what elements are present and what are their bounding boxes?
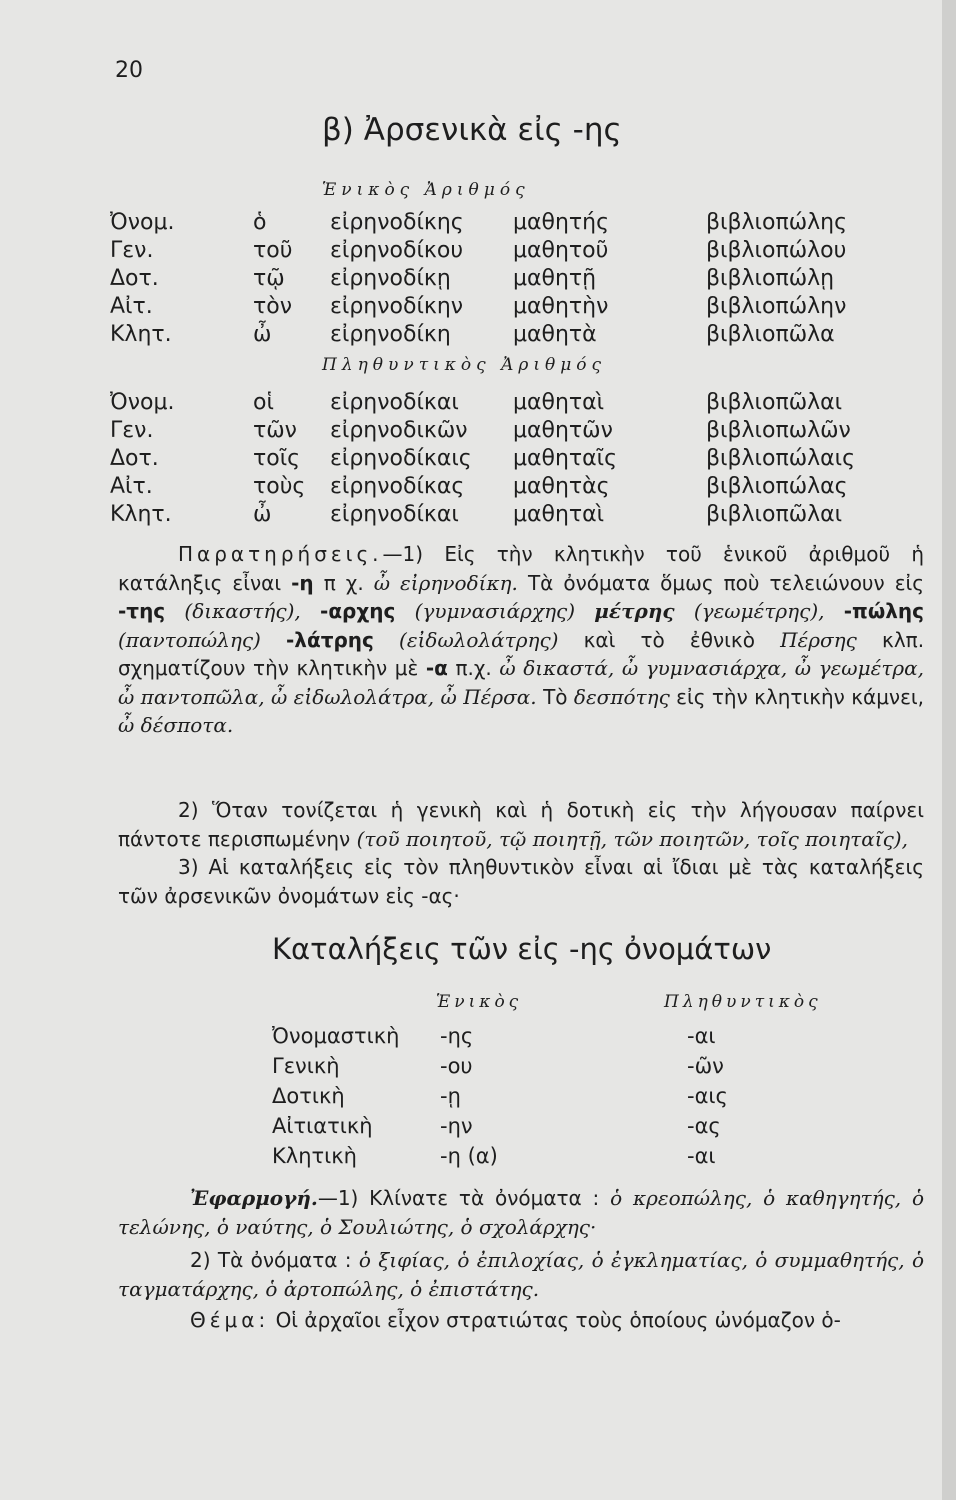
article: ὁ (253, 210, 267, 235)
article: οἱ (253, 390, 274, 415)
article: τοῦ (253, 238, 293, 263)
article: τὸν (253, 294, 292, 319)
article: τῶν (253, 418, 297, 443)
article: τοῖς (253, 446, 301, 471)
word-mathitis: μαθητῶν (513, 418, 613, 443)
endings-plural-heading: Πληθυντικὸς (664, 992, 822, 1012)
plural-ending: -ῶν (687, 1054, 724, 1078)
word-eirinodikis: εἰρηνοδίκας (330, 474, 465, 499)
word-eirinodikis: εἰρηνοδίκου (330, 238, 464, 263)
section-title: β) Ἀρσενικὰ εἰς -ης (322, 112, 622, 148)
word-eirinodikis: εἰρηνοδίκης (330, 210, 464, 235)
word-vivliopolis: βιβλιοπώλῃ (706, 266, 835, 291)
word-mathitis: μαθητῇ (513, 266, 597, 291)
word-eirinodikis: εἰρηνοδίκαι (330, 390, 459, 415)
plural-heading: Πληθυντικὸς Ἀριθμός (322, 355, 607, 375)
word-mathitis: μαθητής (513, 210, 610, 235)
case-label: Γενικὴ (272, 1054, 340, 1078)
word-vivliopolis: βιβλιοπῶλαι (706, 390, 843, 415)
case-label: Ὀνομαστικὴ (272, 1024, 400, 1048)
word-vivliopolis: βιβλιοπῶλαι (706, 502, 843, 527)
case-label: Δοτ. (110, 446, 159, 471)
word-vivliopolis: βιβλιοπωλῶν (706, 418, 851, 443)
plural-ending: -ας (687, 1114, 721, 1138)
page-number: 20 (115, 58, 143, 83)
word-eirinodikis: εἰρηνοδικῶν (330, 418, 468, 443)
word-vivliopolis: βιβλιοπῶλα (706, 322, 835, 347)
article: τοὺς (253, 474, 306, 499)
singular-ending: -ης (440, 1024, 474, 1048)
singular-ending: -η (α) (440, 1144, 498, 1168)
word-eirinodikis: εἰρηνοδίκην (330, 294, 464, 319)
word-vivliopolis: βιβλιοπώλας (706, 474, 848, 499)
word-mathitis: μαθητοῦ (513, 238, 609, 263)
word-mathitis: μαθηταῖς (513, 446, 618, 471)
word-eirinodikis: εἰρηνοδίκαι (330, 502, 459, 527)
word-eirinodikis: εἰρηνοδίκη (330, 322, 451, 347)
singular-heading: Ἑνικὸς Ἀριθμός (322, 180, 530, 200)
singular-ending: -ου (440, 1054, 473, 1078)
note-paragraph-2: 2) Ὅταν τονίζεται ἡ γενικὴ καὶ ἡ δοτικὴ εἰς τὴν λήγουσαν παίρνει πάντοτε περισπωμένην (τοῦ ποιητοῦ, τῷ ποιητῇ, τῶν ποιητῶν, τοῖς ποιηταῖς), (118, 798, 924, 851)
word-mathitis: μαθηταὶ (513, 390, 605, 415)
word-mathitis: μαθητὰς (513, 474, 610, 499)
case-label: Κλητ. (110, 502, 172, 527)
note-paragraph-3: 3) Αἱ καταλήξεις εἰς τὸν πληθυντικὸν εἶναι αἱ ἴδιαι μὲ τὰς καταλήξεις τῶν ἀρσενικῶν ὀνομάτων εἰς -ας· (118, 855, 924, 908)
plural-ending: -αι (687, 1144, 716, 1168)
exercise-1: Ἐφαρμογή.—1) Κλίνατε τὰ ὀνόματα : ὁ κρεοπώλης, ὁ καθηγητής, ὁ τελώνης, ὁ ναύτης, ὁ Σουλιώτης, ὁ σχολάρχης· (118, 1186, 925, 1239)
case-label: Γεν. (110, 418, 154, 443)
exercise-label: Ἐφαρμογή. (190, 1186, 318, 1210)
notes-label: Παρατηρήσεις. (178, 542, 383, 566)
case-label: Κλητ. (110, 322, 172, 347)
case-label: Κλητικὴ (272, 1144, 357, 1168)
theme-line: Θέμα: Οἱ ἀρχαῖοι εἶχον στρατιώτας τοὺς ὁποίους ὠνόμαζον ὁ- (190, 1308, 841, 1332)
case-label: Δοτικὴ (272, 1084, 345, 1108)
case-label: Αἰτ. (110, 294, 153, 319)
article: τῷ (253, 266, 285, 291)
case-label: Αἰτ. (110, 474, 153, 499)
singular-ending: -ῃ (440, 1084, 461, 1108)
note-paragraph-1: Παρατηρήσεις.—1) Εἰς τὴν κλητικὴν τοῦ ἑνικοῦ ἀριθμοῦ ἡ κατάληξις εἶναι -η π χ. ὦ εἰρηνοδίκη. Τὰ ὀνόματα ὅμως ποὺ τελειώνουν εἰς -της (δικαστής), -αρχης (γυμνασιάρχης) μέτρης (γεωμέτρης), -πώλης (παντοπώλης) -λάτρης (εἰδωλολάτρης) καὶ τὸ ἐθνικὸ Πέρσης κλπ. σχηματίζουν τὴν κλητικὴν μὲ -α π.χ. ὦ δικαστά, ὦ γυμνασιάρχα, ὦ γεωμέτρα, ὦ παντοπῶλα, ὦ εἰδωλολάτρα, ὦ Πέρσα. Τὸ δεσπότης εἰς τὴν κλητικὴν κάμνει, ὦ δέσποτα. (118, 542, 925, 737)
page-edge (942, 0, 956, 1500)
case-label: Δοτ. (110, 266, 159, 291)
endings-singular-heading: Ἑνικὸς (436, 992, 523, 1012)
article: ὦ (253, 502, 272, 527)
plural-ending: -αι (687, 1024, 716, 1048)
word-mathitis: μαθητὴν (513, 294, 609, 319)
exercise-2: 2) Τὰ ὀνόματα : ὁ ξιφίας, ὁ ἐπιλοχίας, ὁ ἐγκληματίας, ὁ συμμαθητής, ὁ ταγματάρχης, ὁ ἀρτοπώλης, ὁ ἐπιστάτης. (118, 1248, 925, 1301)
plural-ending: -αις (687, 1084, 728, 1108)
endings-title: Καταλήξεις τῶν εἰς -ης ὀνομάτων (272, 932, 772, 966)
case-label: Αἰτιατικὴ (272, 1114, 373, 1138)
article: ὦ (253, 322, 272, 347)
word-mathitis: μαθηταὶ (513, 502, 605, 527)
word-vivliopolis: βιβλιοπώλου (706, 238, 847, 263)
theme-label: Θέμα: (190, 1308, 270, 1332)
case-label: Γεν. (110, 238, 154, 263)
case-label: Ὀνομ. (110, 210, 175, 235)
case-label: Ὀνομ. (110, 390, 175, 415)
singular-ending: -ην (440, 1114, 473, 1138)
word-eirinodikis: εἰρηνοδίκαις (330, 446, 472, 471)
word-vivliopolis: βιβλιοπώλαις (706, 446, 855, 471)
word-mathitis: μαθητὰ (513, 322, 597, 347)
word-vivliopolis: βιβλιοπώλης (706, 210, 847, 235)
word-eirinodikis: εἰρηνοδίκῃ (330, 266, 451, 291)
word-vivliopolis: βιβλιοπώλην (706, 294, 847, 319)
